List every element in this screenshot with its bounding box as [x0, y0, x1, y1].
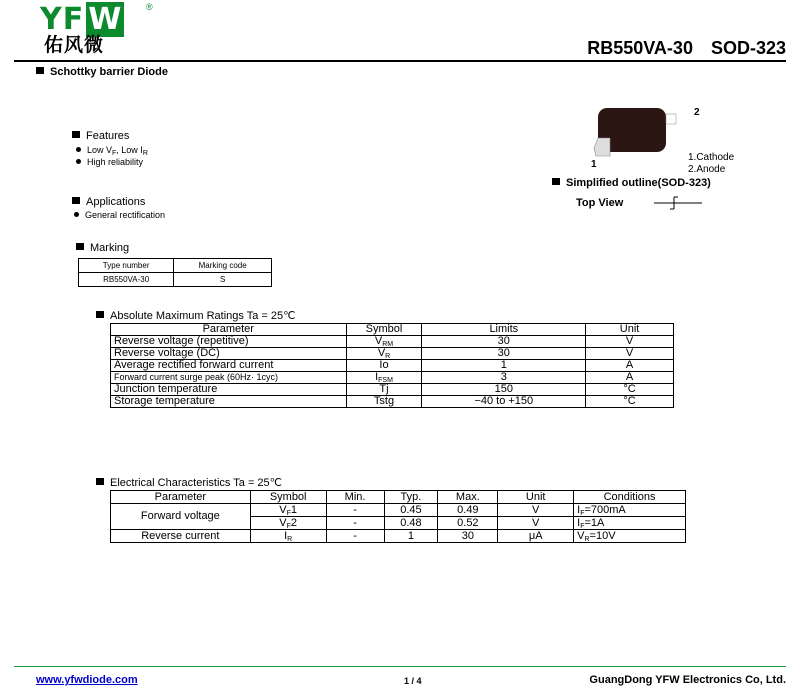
dot-bullet-icon: [76, 159, 81, 164]
header-rule: [14, 60, 786, 62]
table-header-cell: Symbol: [250, 491, 326, 504]
table-header-cell: Unit: [586, 324, 674, 336]
website-link[interactable]: www.yfwdiode.com: [36, 674, 138, 686]
table-cell: [346, 372, 422, 384]
table-row: [111, 530, 686, 543]
table-cell: μA: [498, 530, 574, 543]
table-cell: [574, 530, 686, 543]
table-cell: [574, 504, 686, 517]
table-cell: Reverse voltage (DC): [111, 348, 347, 360]
cond-text: I: [577, 503, 581, 516]
table-row: [111, 384, 674, 396]
table-header-cell: Typ.: [384, 491, 438, 504]
package-name: SOD-323: [710, 38, 786, 58]
table-header-cell: Unit: [498, 491, 574, 504]
table-header-cell: Symbol: [346, 324, 422, 336]
table-cell: V: [586, 348, 674, 360]
abs-max-table: [110, 323, 674, 408]
table-cell: °C: [586, 384, 674, 396]
symbol-sub: F: [286, 509, 291, 517]
package-outline-drawing: [580, 94, 700, 174]
table-cell: [250, 530, 326, 543]
cond-text: =700mA: [584, 503, 626, 516]
symbol-text: V: [279, 503, 287, 516]
table-header-row: [79, 259, 272, 273]
dot-bullet-icon: [76, 147, 81, 152]
anode-label: 2.Anode: [688, 164, 726, 175]
symbol-text: V: [374, 335, 383, 347]
table-cell: RB550VA-30: [79, 273, 174, 287]
table-cell: [346, 360, 422, 372]
table-row: [111, 396, 674, 408]
table-cell: 30: [422, 348, 586, 360]
table-header-cell: Min.: [326, 491, 384, 504]
table-header-row: [111, 324, 674, 336]
table-header-cell: Conditions: [574, 491, 686, 504]
square-bullet-icon: [76, 243, 84, 250]
feature-text: Low V: [87, 145, 113, 155]
table-cell: V: [498, 504, 574, 517]
feature-text: High reliability: [87, 157, 144, 167]
table-cell: Forward current surge peak (60Hz· 1cyc): [111, 372, 347, 384]
table-cell: 30: [422, 336, 586, 348]
feature-item: [76, 145, 148, 155]
table-cell: Storage temperature: [111, 396, 347, 408]
table-cell: Reverse current: [111, 530, 251, 543]
page-number: 1 / 4: [404, 676, 422, 686]
cond-sub: R: [584, 535, 590, 543]
cond-sub: F: [580, 509, 585, 517]
symbol-text: 2: [290, 516, 298, 529]
cond-text: =10V: [589, 529, 616, 542]
marking-heading: [76, 242, 129, 254]
symbol-text: V: [377, 347, 386, 359]
symbol-sub: RM: [382, 341, 394, 348]
table-cell: °C: [586, 396, 674, 408]
table-header-cell: Type number: [79, 259, 174, 273]
table-cell: 1: [422, 360, 586, 372]
outline-caption-text: Simplified outline(SOD-323): [566, 177, 711, 189]
registered-mark: ®: [146, 2, 153, 12]
table-cell: 1: [384, 530, 438, 543]
symbol-sub: F: [286, 522, 291, 530]
table-row: [111, 360, 674, 372]
symbol-sub: FSM: [378, 377, 393, 384]
abs-max-heading: [96, 309, 296, 322]
table-cell: [250, 517, 326, 530]
applications-title: Applications: [86, 196, 146, 208]
feature-item: [76, 157, 143, 167]
table-cell: S: [174, 273, 272, 287]
dot-bullet-icon: [74, 212, 79, 217]
symbol-text: Tj: [379, 383, 389, 395]
feature-text: , Low I: [116, 145, 143, 155]
table-row: [111, 504, 686, 517]
table-header-cell: Parameter: [111, 324, 347, 336]
table-cell: V: [498, 517, 574, 530]
symbol-text: Tstg: [373, 395, 395, 407]
table-header-cell: Limits: [422, 324, 586, 336]
table-cell: 30: [438, 530, 498, 543]
table-header-cell: Max.: [438, 491, 498, 504]
symbol-text: V: [279, 516, 287, 529]
feature-sub: R: [142, 150, 148, 157]
table-cell: [346, 348, 422, 360]
table-header-row: [111, 491, 686, 504]
pin-label-2: 2: [694, 107, 700, 118]
table-cell: -: [326, 517, 384, 530]
table-header-cell: Parameter: [111, 491, 251, 504]
square-bullet-icon: [96, 311, 104, 318]
symbol-sub: R: [385, 353, 391, 360]
pin-label-1: 1: [591, 159, 597, 170]
pin-lead-1: [594, 138, 610, 156]
table-cell: -: [326, 530, 384, 543]
table-cell: Reverse voltage (repetitive): [111, 336, 347, 348]
table-cell: [346, 336, 422, 348]
features-title: Features: [86, 130, 130, 142]
table-cell: −40 to +150: [422, 396, 586, 408]
table-row: [111, 372, 674, 384]
cond-text: =1A: [584, 516, 605, 529]
square-bullet-icon: [36, 67, 44, 74]
company-name: GuangDong YFW Electronics Co, Ltd.: [589, 674, 786, 686]
logo-chinese: 佑风微: [44, 34, 105, 56]
elec-title: Electrical Characteristics Ta = 25℃: [110, 477, 283, 489]
part-number: RB550VA-30: [587, 38, 693, 58]
pin-lead-2: [666, 114, 676, 124]
marking-title: Marking: [90, 242, 130, 254]
square-bullet-icon: [72, 131, 80, 138]
table-cell: V: [586, 336, 674, 348]
table-cell: 0.52: [438, 517, 498, 530]
table-row: [111, 336, 674, 348]
symbol-text: Io: [379, 359, 389, 371]
cond-text: I: [577, 516, 581, 529]
diode-symbol-icon: [654, 196, 704, 210]
symbol-text: 1: [290, 503, 298, 516]
square-bullet-icon: [552, 178, 560, 185]
table-cell: 150: [422, 384, 586, 396]
symbol-text: I: [375, 371, 379, 383]
table-row: [111, 348, 674, 360]
table-header-cell: Marking code: [174, 259, 272, 273]
table-cell: Average rectified forward current: [111, 360, 347, 372]
table-cell: [250, 504, 326, 517]
elec-char-table: [110, 490, 686, 543]
symbol-sub: R: [287, 535, 293, 543]
table-cell: [346, 384, 422, 396]
applications-heading: [72, 196, 145, 208]
table-cell: Forward voltage: [111, 504, 251, 530]
table-cell: 0.45: [384, 504, 438, 517]
symbol-text: I: [284, 529, 288, 542]
cond-sub: F: [580, 522, 585, 530]
outline-caption: [552, 177, 711, 189]
table-cell: 0.48: [384, 517, 438, 530]
subtitle-text: Schottky barrier Diode: [50, 66, 168, 78]
application-item: [74, 210, 165, 220]
table-cell: A: [586, 360, 674, 372]
marking-table: [78, 258, 272, 287]
cathode-label: 1.Cathode: [688, 152, 735, 163]
table-cell: A: [586, 372, 674, 384]
abs-max-title: Absolute Maximum Ratings Ta = 25℃: [110, 310, 296, 322]
application-text: General rectification: [85, 210, 166, 220]
elec-heading: [96, 476, 282, 489]
table-row: [79, 273, 272, 287]
footer-rule: [14, 666, 786, 667]
table-cell: [346, 396, 422, 408]
table-cell: 3: [422, 372, 586, 384]
square-bullet-icon: [96, 478, 104, 485]
product-subtitle: [36, 66, 168, 78]
cond-text: V: [577, 529, 585, 542]
page-title: [569, 38, 786, 59]
features-heading: [72, 130, 129, 142]
table-cell: Junction temperature: [111, 384, 347, 396]
table-cell: 0.49: [438, 504, 498, 517]
table-cell: [574, 517, 686, 530]
top-view-label: Top View: [576, 197, 624, 209]
logo-text-yf: YF: [40, 2, 85, 37]
table-cell: -: [326, 504, 384, 517]
square-bullet-icon: [72, 197, 80, 204]
feature-sub: F: [112, 150, 117, 157]
logo-text-w: W: [88, 2, 123, 37]
